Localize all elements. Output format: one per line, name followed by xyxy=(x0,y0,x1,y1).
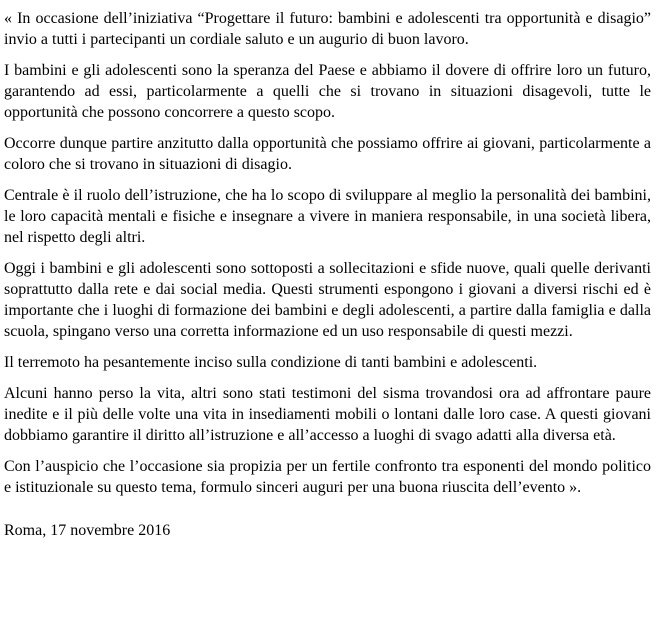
paragraph-earthquake: Il terremoto ha pesantemente inciso sulla condizione di tanti bambini e adolescenti. xyxy=(4,354,538,371)
dateline: Roma, 17 novembre 2016 xyxy=(4,522,171,539)
paragraph-education-role: Centrale è il ruolo dell’istruzione, che ha lo scopo di sviluppare al meglio la personalità dei bambini, le loro capacità mentali e fisiche e insegnare a vivere in maniera responsabile, in una società libera, nel rispetto degli altri. xyxy=(4,187,651,246)
paragraph-opportunities: Occorre dunque partire anzitutto dalla opportunità che possiamo offrire ai giovani, particolarmente a coloro che si trovano in situazioni di disagio. xyxy=(4,135,651,173)
paragraph-closing-wishes: Con l’auspicio che l’occasione sia propizia per un fertile confronto tra esponenti del mondo politico e istituzionale su questo tema, formulo sinceri auguri per una buona riuscita dell’evento ». xyxy=(4,458,651,496)
paragraph-social-media: Oggi i bambini e gli adolescenti sono sottoposti a sollecitazioni e sfide nuove, quali quelle derivanti soprattutto dalla rete e dai social media. Questi strumenti espongono i giovani a diversi rischi ed è importante che i luoghi di formazione dei bambini e degli adolescenti, a partire dalla famiglia e dalla scuola, spingano verso una corretta informazione ed un uso responsabile di questi mezzi. xyxy=(4,260,651,340)
paragraph-children-hope: I bambini e gli adolescenti sono la speranza del Paese e abbiamo il dovere di offrire loro un futuro, garantendo ad essi, particolarmente a quelli che si trovano in situazioni disagevoli, tutte le opportunità che possono concorrere a questo scopo. xyxy=(4,62,651,121)
paragraph-opening-greeting: « In occasione dell’iniziativa “Progettare il futuro: bambini e adolescenti tra opportunità e disagio” invio a tutti i partecipanti un cordiale saluto e un augurio di buon lavoro. xyxy=(4,10,651,48)
paragraph-earthquake-victims: Alcuni hanno perso la vita, altri sono stati testimoni del sisma trovandosi ora ad affrontare paure inedite e il più delle volte una vita in insediamenti mobili o lontani dalle loro case. A questi giovani dobbiamo garantire il diritto all’istruzione e all’accesso a luoghi di svago adatti alla diversa età. xyxy=(4,385,651,444)
